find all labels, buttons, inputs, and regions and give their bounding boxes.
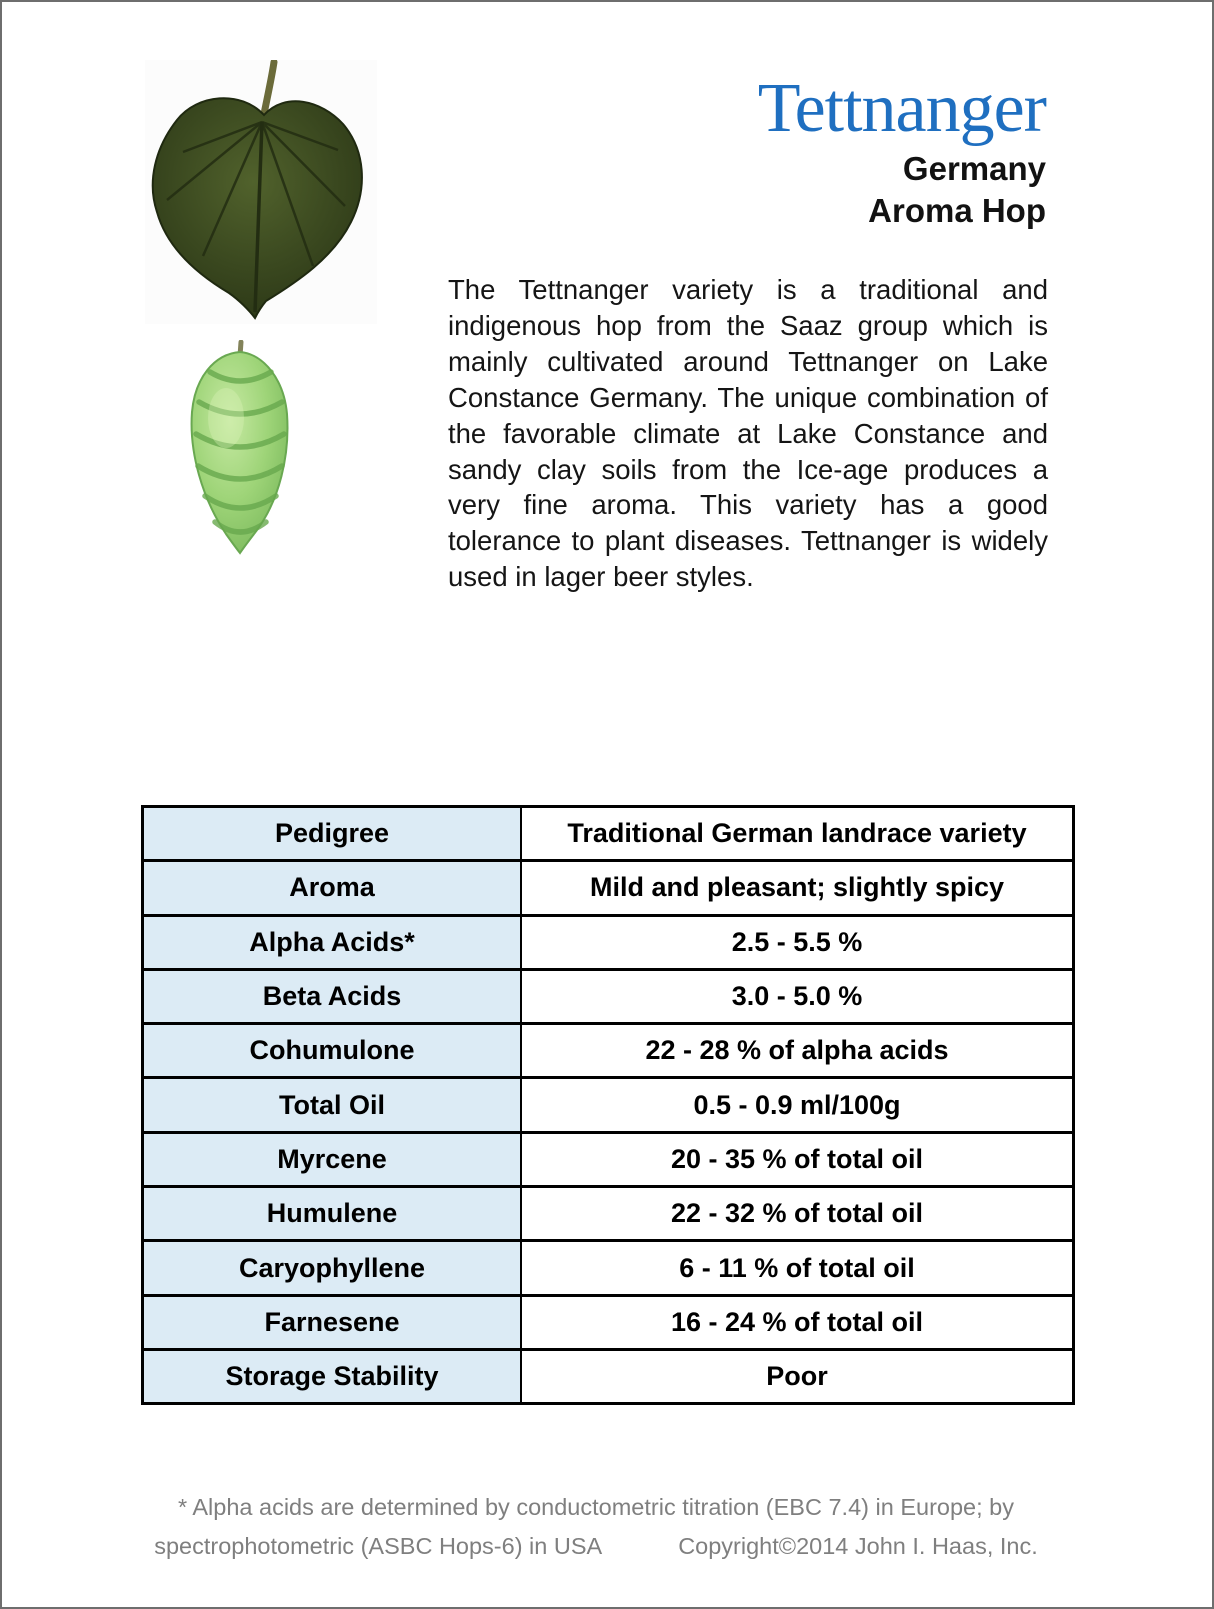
spec-label-cell: Aroma [143, 861, 522, 915]
spec-label-cell: Storage Stability [143, 1349, 522, 1403]
spec-value-cell: Poor [521, 1349, 1074, 1403]
spec-value-cell: 22 - 32 % of total oil [521, 1187, 1074, 1241]
table-row [143, 1078, 1074, 1132]
spec-label-cell: Caryophyllene [143, 1241, 522, 1295]
spec-value-cell: 3.0 - 5.0 % [521, 969, 1074, 1023]
spec-label-cell: Total Oil [143, 1078, 522, 1132]
spec-label-cell: Cohumulone [143, 1024, 522, 1078]
table-row [143, 1132, 1074, 1186]
description-paragraph: The Tettnanger variety is a traditional and indigenous hop from the Saaz group which is mainly cultivated around Tettnanger on Lake Constance Germany. The unique combination of the favorable climate at Lake Constance and sandy clay soils from the Ice-age produces a very fine aroma. This variety has a good tolerance to plant diseases. Tettnanger is widely used in lager beer styles. [448, 274, 1048, 593]
spec-label-cell: Beta Acids [143, 969, 522, 1023]
spec-value-cell: 16 - 24 % of total oil [521, 1295, 1074, 1349]
spec-value-cell: 22 - 28 % of alpha acids [521, 1024, 1074, 1078]
page-title: Tettnanger [757, 70, 1046, 147]
country-label: Germany [902, 150, 1046, 187]
spec-value-cell: 20 - 35 % of total oil [521, 1132, 1074, 1186]
hop-leaf-icon [145, 60, 377, 324]
spec-value-cell: 2.5 - 5.5 % [521, 915, 1074, 969]
footnote-method: spectrophotometric (ASBC Hops-6) in USA [154, 1533, 603, 1559]
table-row [143, 915, 1074, 969]
table-row [143, 969, 1074, 1023]
table-row [143, 1187, 1074, 1241]
specs-table [141, 805, 1075, 1405]
table-row [143, 861, 1074, 915]
header [758, 70, 1046, 232]
table-row [143, 807, 1074, 861]
copyright-text: Copyright©2014 John I. Haas, Inc. [678, 1533, 1038, 1559]
hop-cone-icon [182, 340, 300, 558]
spec-label-cell: Humulene [143, 1187, 522, 1241]
table-row [143, 1241, 1074, 1295]
spec-label-cell: Pedigree [143, 807, 522, 861]
spec-label-cell: Farnesene [143, 1295, 522, 1349]
spec-value-cell: Mild and pleasant; slightly spicy [521, 861, 1074, 915]
spec-label-cell: Myrcene [143, 1132, 522, 1186]
spec-label-cell: Alpha Acids* [143, 915, 522, 969]
hop-leaf-image [145, 60, 377, 324]
table-row [143, 1295, 1074, 1349]
table-row [143, 1024, 1074, 1078]
spec-value-cell: 0.5 - 0.9 ml/100g [521, 1078, 1074, 1132]
footnote-line2 [2, 1527, 1190, 1566]
footer [2, 1488, 1190, 1566]
spec-value-cell: 6 - 11 % of total oil [521, 1241, 1074, 1295]
footnote-line1: * Alpha acids are determined by conductometric titration (EBC 7.4) in Europe; by [178, 1494, 1014, 1520]
hop-cone-image [182, 340, 300, 558]
spec-value-cell: Traditional German landrace variety [521, 807, 1074, 861]
table-row [143, 1349, 1074, 1403]
hop-type-label: Aroma Hop [868, 192, 1046, 229]
